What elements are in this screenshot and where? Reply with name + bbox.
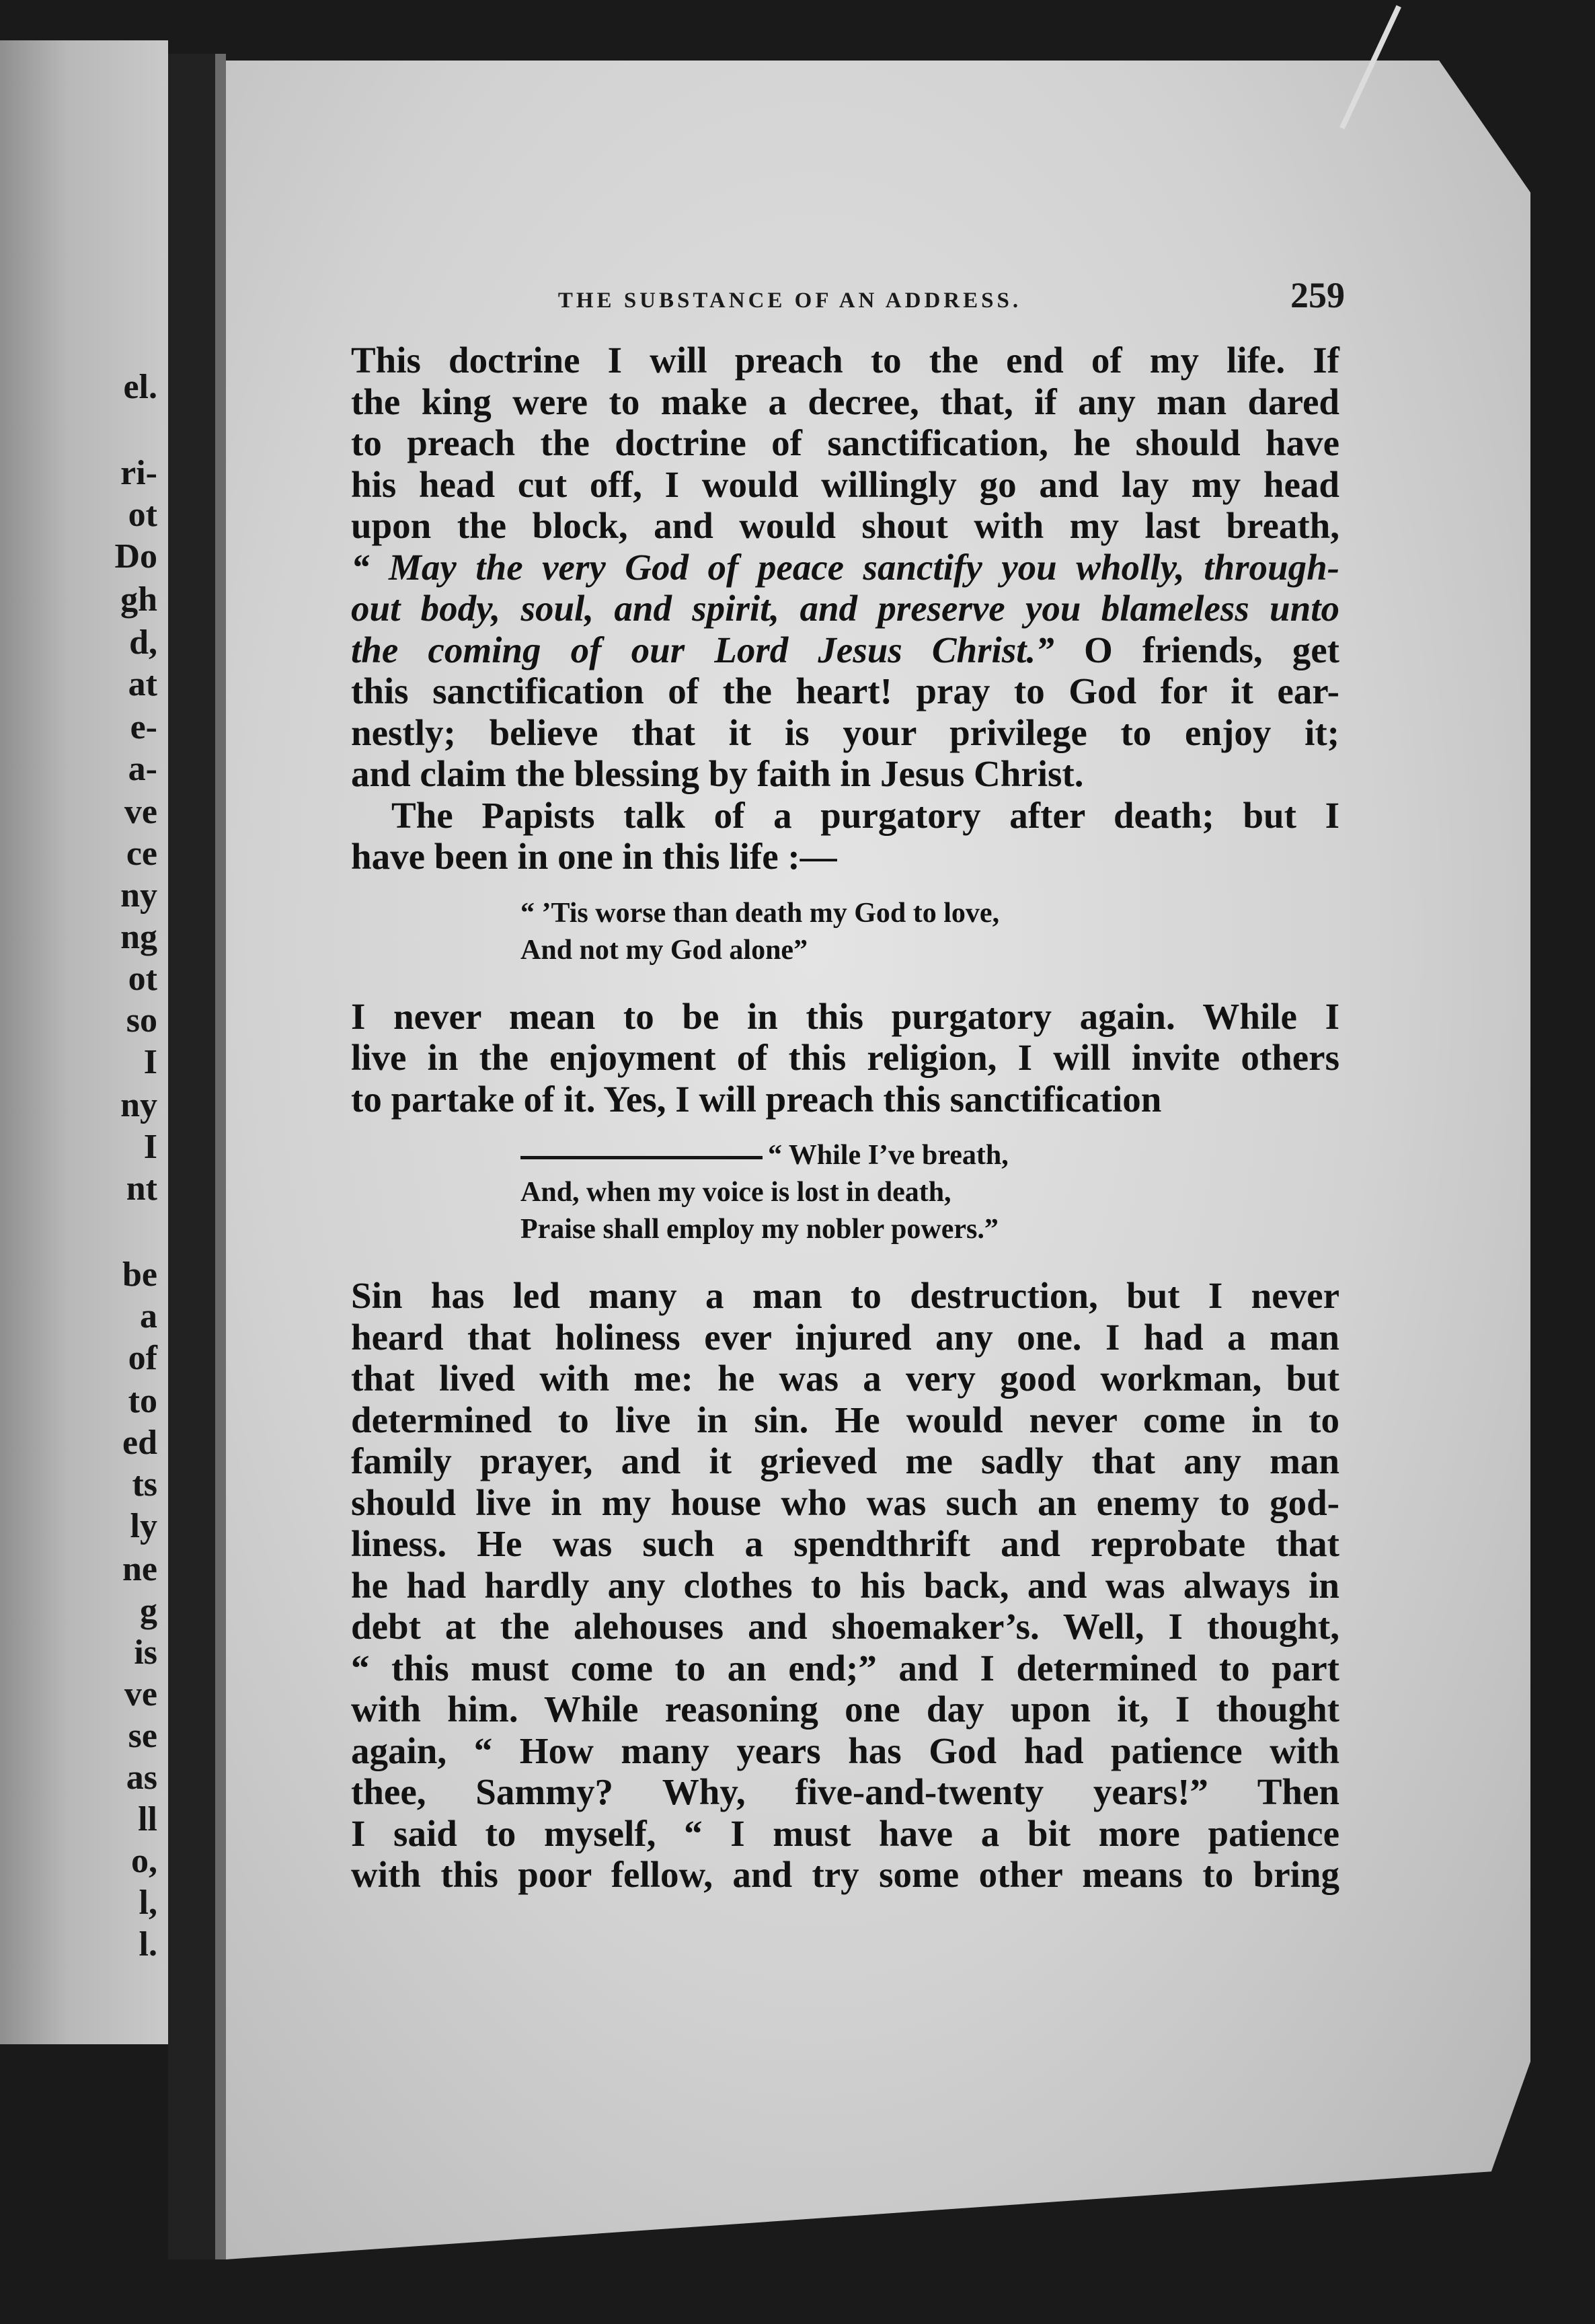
- facing-page-fragment: g: [140, 1592, 157, 1630]
- text-fragment: O friends, get: [1083, 629, 1340, 670]
- text-line: thee, Sammy? Why, five-and-twenty years!” Then: [351, 1771, 1339, 1812]
- em-rule: [520, 1156, 763, 1159]
- verse-line: And, when my voice is lost in death,: [520, 1177, 951, 1208]
- facing-page-fragment: at: [128, 665, 157, 703]
- running-head: THE SUBSTANCE OF AN ADDRESS.: [557, 288, 1022, 313]
- facing-page-fragment: ed: [122, 1424, 157, 1462]
- facing-page-fragment: el.: [123, 368, 157, 406]
- facing-page-fragment: ll: [138, 1800, 157, 1838]
- verse-line: “ ’Tis worse than death my God to love,: [520, 897, 1000, 929]
- facing-page-fragment: so: [126, 1001, 157, 1040]
- text-line: should live in my house who was such an enemy to god-: [351, 1481, 1339, 1523]
- facing-page-fragment: of: [128, 1339, 157, 1377]
- facing-page-fragment: ot: [128, 960, 157, 998]
- text-line: the king were to make a decree, that, if any man dared: [351, 381, 1339, 422]
- scripture-quote-line: out body, soul, and spirit, and preserve you blameless unto: [351, 588, 1339, 629]
- facing-page-fragment: ny: [120, 1086, 157, 1124]
- facing-page-fragment: a-: [128, 750, 157, 788]
- text-line: his head cut off, I would willingly go and lay my head: [351, 463, 1339, 505]
- verse-text: “ While I’ve breath,: [768, 1140, 1009, 1171]
- page-header: [316, 274, 1345, 316]
- text-line: I never mean to be in this purgatory again. While I: [351, 995, 1339, 1037]
- text-line: with him. While reasoning one day upon it, I thought: [351, 1689, 1339, 1730]
- facing-page-fragment: o,: [131, 1842, 157, 1880]
- text-line: to partake of it. Yes, I will preach this sanctification: [351, 1078, 1162, 1120]
- text-line: have been in one in this life :—: [351, 836, 837, 877]
- verse-line: Praise shall employ my nobler powers.”: [520, 1214, 999, 1245]
- text-line: he had hardly any clothes to his back, and was always in: [351, 1564, 1339, 1606]
- facing-page-fragment: ce: [126, 835, 157, 873]
- text-line: [351, 629, 1339, 671]
- text-line: and claim the blessing by faith in Jesus Christ.: [351, 753, 1084, 794]
- facing-page-fragment: Do: [114, 537, 157, 576]
- text-line: Sin has led many a man to destruction, but I never: [351, 1275, 1339, 1316]
- facing-page-fragment: e-: [130, 708, 157, 746]
- text-line: family prayer, and it grieved me sadly that any man: [351, 1440, 1339, 1481]
- facing-page-fragment: be: [122, 1255, 157, 1294]
- page-edge-shadow: [215, 54, 226, 2259]
- text-line: I said to myself, “ I must have a bit more patience: [351, 1812, 1339, 1854]
- text-line: debt at the alehouses and shoemaker’s. Well, I thought,: [351, 1606, 1339, 1647]
- facing-page-fragment: se: [128, 1717, 157, 1755]
- spacer: [351, 878, 1339, 895]
- facing-page-fragment: ri-: [120, 454, 157, 492]
- facing-page-fragment: is: [134, 1633, 157, 1672]
- text-line: this sanctification of the heart! pray to God for it ear-: [351, 670, 1339, 711]
- spacer: [351, 1248, 1339, 1275]
- facing-page-fragment: ve: [124, 793, 157, 831]
- facing-page-fragment: ts: [132, 1465, 157, 1504]
- facing-page-edge: [0, 40, 168, 2044]
- verse-line: And not my God alone”: [520, 934, 808, 966]
- book-gutter: [168, 54, 215, 2259]
- facing-page-fragment: as: [126, 1758, 157, 1797]
- body-text: [351, 340, 1339, 1896]
- facing-page-fragment: I: [143, 1043, 157, 1081]
- facing-page-fragment: to: [128, 1382, 157, 1420]
- text-line: determined to live in sin. He would never come in to: [351, 1399, 1339, 1440]
- spacer: [351, 969, 1339, 996]
- facing-page-fragment: ny: [120, 876, 157, 915]
- facing-page-fragment: ot: [128, 496, 157, 534]
- text-line: live in the enjoyment of this religion, I will invite others: [351, 1037, 1339, 1078]
- facing-page-fragment: gh: [120, 580, 157, 619]
- scripture-quote-end: the coming of our Lord Jesus Christ.”: [351, 629, 1054, 670]
- facing-page-fragment: ne: [122, 1550, 157, 1588]
- text-line: that lived with me: he was a very good workman, but: [351, 1358, 1339, 1399]
- text-line: heard that holiness ever injured any one. I had a man: [351, 1316, 1339, 1358]
- facing-page-fragment: d,: [129, 623, 157, 662]
- facing-page-fragment: a: [140, 1297, 157, 1335]
- scripture-quote-line: “ May the very God of peace sanctify you wholly, through-: [351, 546, 1339, 588]
- text-line: nestly; believe that it is your privilege to enjoy it;: [351, 711, 1339, 753]
- text-line: “ this must come to an end;” and I determined to part: [351, 1647, 1339, 1689]
- spacer: [351, 1120, 1339, 1137]
- text-line: This doctrine I will preach to the end of my life. If: [351, 340, 1339, 381]
- facing-page-fragment: nt: [126, 1169, 157, 1208]
- facing-page-fragment: l.: [139, 1925, 157, 1964]
- text-line: upon the block, and would shout with my last breath,: [351, 505, 1339, 546]
- verse-line: [351, 1137, 1339, 1174]
- facing-page-fragment: l,: [139, 1884, 157, 1922]
- facing-page-fragment: ng: [120, 918, 157, 956]
- facing-page-fragment: I: [143, 1128, 157, 1166]
- text-line: liness. He was such a spendthrift and reprobate that: [351, 1523, 1339, 1564]
- text-line: again, “ How many years has God had patience with: [351, 1730, 1339, 1771]
- text-line: with this poor fellow, and try some other means to bring: [351, 1854, 1339, 1895]
- text-line: to preach the doctrine of sanctification, he should have: [351, 422, 1339, 463]
- facing-page-fragment: ve: [124, 1675, 157, 1713]
- facing-page-fragment: ly: [130, 1507, 157, 1545]
- text-line: The Papists talk of a purgatory after death; but I: [391, 794, 1339, 836]
- page-number: 259: [1290, 275, 1345, 315]
